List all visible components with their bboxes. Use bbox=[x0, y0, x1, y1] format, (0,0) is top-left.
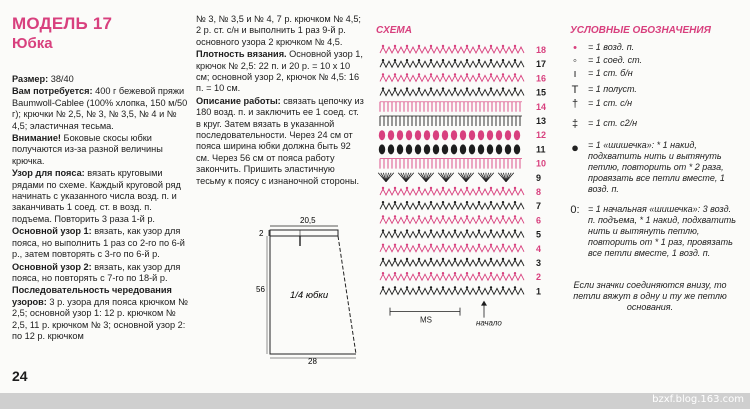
legend-text: = 1 ст. с2/н bbox=[588, 118, 638, 128]
chain-dot bbox=[382, 258, 384, 260]
bobble-stitch bbox=[415, 130, 421, 140]
chain-dot bbox=[478, 73, 480, 75]
legend-symbol: ı bbox=[573, 68, 577, 80]
start-arrowhead bbox=[481, 301, 487, 306]
chain-dot bbox=[454, 45, 456, 47]
chain-zigzag bbox=[380, 189, 524, 195]
chain-dot bbox=[418, 215, 420, 217]
chain-dot bbox=[454, 244, 456, 246]
chain-dot bbox=[442, 286, 444, 288]
chain-dot bbox=[430, 87, 432, 89]
left_col-paragraph bbox=[12, 168, 192, 225]
row-number-label: 12 bbox=[536, 130, 547, 141]
chain-dot bbox=[490, 215, 492, 217]
chain-dot bbox=[502, 87, 504, 89]
chain-dot bbox=[418, 59, 420, 61]
chain-dot bbox=[394, 244, 396, 246]
chain-dot bbox=[454, 87, 456, 89]
chain-dot bbox=[466, 87, 468, 89]
row-number-label: 4 bbox=[536, 243, 542, 254]
chain-dot bbox=[406, 187, 408, 189]
bobble-stitch bbox=[451, 130, 457, 140]
left-column bbox=[12, 74, 192, 342]
bobble-stitch bbox=[415, 144, 421, 154]
chain-dot bbox=[490, 201, 492, 203]
mid_col-paragraph bbox=[196, 96, 364, 187]
chain-dot bbox=[466, 258, 468, 260]
chain-dot bbox=[478, 187, 480, 189]
bobble-stitch bbox=[460, 144, 466, 154]
chain-dot bbox=[394, 187, 396, 189]
chain-dot bbox=[442, 45, 444, 47]
chain-dot bbox=[442, 258, 444, 260]
row-number-label: 14 bbox=[536, 101, 547, 112]
chain-dot bbox=[394, 87, 396, 89]
bobble-stitch bbox=[505, 144, 511, 154]
chain-dot bbox=[430, 272, 432, 274]
chain-dot bbox=[514, 258, 516, 260]
chain-dot bbox=[418, 187, 420, 189]
chain-dot bbox=[490, 187, 492, 189]
chain-dot bbox=[382, 272, 384, 274]
row-number-label: 10 bbox=[536, 158, 547, 169]
chain-dot bbox=[382, 286, 384, 288]
row-number-label: 1 bbox=[536, 286, 542, 297]
chain-dot bbox=[454, 258, 456, 260]
mid_col-label: Плотность вязания. bbox=[196, 49, 287, 60]
legend-text: = 1 ст. с/н bbox=[588, 98, 633, 108]
chain-dot bbox=[430, 244, 432, 246]
chain-dot bbox=[454, 201, 456, 203]
legend-symbol: ● bbox=[571, 140, 579, 155]
chain-dot bbox=[478, 45, 480, 47]
chain-dot bbox=[466, 73, 468, 75]
bobble-stitch bbox=[379, 144, 385, 154]
left_col-label: Вам потребуется: bbox=[12, 86, 93, 97]
left_col-label: Основной узор 2: bbox=[12, 261, 92, 272]
chain-zigzag bbox=[380, 90, 524, 96]
chain-dot bbox=[454, 73, 456, 75]
chain-dot bbox=[430, 258, 432, 260]
chain-dot bbox=[502, 201, 504, 203]
chain-dot bbox=[502, 229, 504, 231]
bobble-stitch bbox=[379, 130, 385, 140]
chain-dot bbox=[382, 59, 384, 61]
left_col-text: 38/40 bbox=[48, 74, 74, 84]
chain-dot bbox=[514, 187, 516, 189]
bobble-stitch bbox=[451, 144, 457, 154]
chain-dot bbox=[514, 286, 516, 288]
left_col-text: вязать, как узор для пояса, но выполнить 1 раз со 2-го по 6-й р., затем повторять с 3-го по 6-й р. bbox=[12, 226, 185, 260]
chain-dot bbox=[454, 215, 456, 217]
bobble-stitch bbox=[433, 130, 439, 140]
chain-dot bbox=[430, 45, 432, 47]
chain-dot bbox=[478, 244, 480, 246]
chain-dot bbox=[406, 201, 408, 203]
chain-dot bbox=[514, 272, 516, 274]
chain-dot bbox=[442, 201, 444, 203]
row-number-label: 13 bbox=[536, 116, 547, 126]
chain-dot bbox=[418, 258, 420, 260]
chain-dot bbox=[394, 201, 396, 203]
chain-dot bbox=[406, 286, 408, 288]
bobble-stitch bbox=[406, 144, 412, 154]
left_col-text: вязать круговыми рядами по схеме. Каждый круговой ряд начинать с указанного числа возд. п. и заканчивать 1 соед. ст. в возд. п. подъема. Повторить 3 раза 1-й р. bbox=[12, 168, 181, 224]
chain-dot bbox=[466, 272, 468, 274]
middle-column bbox=[196, 14, 364, 187]
left_col-text: 3 р. узора для пояса крючком № 2,5; основной узор 1: 12 р. крючком № 2,5, 11 р. крючком № 3; основной узор 2: по 12 р. крючком bbox=[12, 296, 189, 341]
chain-dot bbox=[418, 272, 420, 274]
left_col-paragraph bbox=[12, 86, 192, 132]
row-number-label: 11 bbox=[536, 144, 546, 155]
chain-dot bbox=[478, 286, 480, 288]
chain-dot bbox=[466, 201, 468, 203]
left_col-paragraph bbox=[12, 133, 192, 167]
bobble-stitch bbox=[469, 144, 475, 154]
chain-dot bbox=[406, 59, 408, 61]
chain-dot bbox=[502, 187, 504, 189]
chain-dot bbox=[478, 215, 480, 217]
chain-dot bbox=[442, 73, 444, 75]
chain-dot bbox=[478, 258, 480, 260]
chain-dot bbox=[442, 229, 444, 231]
legend-text: = 1 «шишечка»: * 1 накид, подхватить нить и вытянуть петлю, повторить от * 2 раза, провязать все петли вместе, 1 возд. п. bbox=[588, 140, 725, 194]
chain-zigzag bbox=[380, 246, 524, 252]
start-label: начало bbox=[476, 318, 502, 328]
chain-dot bbox=[514, 229, 516, 231]
mid_col-text: связать цепочку из 180 возд. п. и заключить ее 1 соед. ст. в круг. Затем вязать в указанной последовательности. Через 24 см от пояса ширина юбки должна быть 92 см. Через 56 см от пояса работу закончить. Пришить эластичную тесьму к поясу с изнаночной стороны. bbox=[196, 95, 364, 186]
model-title: МОДЕЛЬ 17 bbox=[12, 14, 113, 33]
page-number: 24 bbox=[12, 368, 28, 384]
legend-text: = 1 полуст. bbox=[588, 84, 637, 94]
chain-dot bbox=[430, 286, 432, 288]
left_col-label: Узор для пояса: bbox=[12, 168, 85, 179]
chain-dot bbox=[442, 87, 444, 89]
chain-dot bbox=[430, 201, 432, 203]
left_col-text: Боковые скосы юбки получаются из-за разной величины крючка. bbox=[12, 133, 163, 166]
bobble-stitch bbox=[487, 144, 493, 154]
chain-zigzag bbox=[380, 217, 524, 223]
chain-dot bbox=[382, 215, 384, 217]
legend-symbol: • bbox=[573, 42, 577, 54]
mid_col-paragraph bbox=[196, 14, 364, 48]
row-number-label: 9 bbox=[536, 172, 542, 183]
bobble-stitch bbox=[424, 144, 430, 154]
left_col-paragraph bbox=[12, 226, 192, 260]
chain-dot bbox=[466, 215, 468, 217]
chain-dot bbox=[418, 73, 420, 75]
bobble-stitch bbox=[442, 144, 448, 154]
left_col-label: Основной узор 1: bbox=[12, 226, 92, 237]
model-name: Юбка bbox=[12, 35, 53, 52]
chain-dot bbox=[454, 229, 456, 231]
chain-dot bbox=[382, 229, 384, 231]
chain-dot bbox=[466, 59, 468, 61]
chain-dot bbox=[442, 272, 444, 274]
chain-dot bbox=[394, 258, 396, 260]
bobble-stitch bbox=[478, 144, 484, 154]
chain-dot bbox=[442, 244, 444, 246]
legend-title: УСЛОВНЫЕ ОБОЗНАЧЕНИЯ bbox=[570, 25, 711, 36]
chain-dot bbox=[490, 45, 492, 47]
legend-symbol: † bbox=[571, 98, 579, 110]
legend-text: = 1 возд. п. bbox=[588, 42, 635, 52]
chain-dot bbox=[502, 73, 504, 75]
row-number-label: 8 bbox=[536, 187, 542, 197]
chain-dot bbox=[478, 229, 480, 231]
legend-symbol: ‡ bbox=[571, 118, 579, 130]
chain-dot bbox=[490, 244, 492, 246]
chain-dot bbox=[502, 286, 504, 288]
watermark-text: bzxf.blog.163.com bbox=[652, 394, 744, 405]
chain-zigzag bbox=[380, 47, 524, 53]
chain-dot bbox=[454, 187, 456, 189]
mid_col-text: № 3, № 3,5 и № 4, 7 р. крючком № 4,5; 2 р. ст. с/н и выполнить 1 раз 9-й р. основного узора 2 крючком № 4,5. bbox=[196, 14, 361, 47]
chain-dot bbox=[394, 286, 396, 288]
chain-dot bbox=[466, 229, 468, 231]
chain-dot bbox=[406, 73, 408, 75]
chain-dot bbox=[406, 229, 408, 231]
chain-zigzag bbox=[380, 288, 524, 294]
mid_col-label: Описание работы: bbox=[196, 95, 281, 106]
chain-dot bbox=[490, 272, 492, 274]
chain-dot bbox=[478, 87, 480, 89]
chain-zigzag bbox=[380, 260, 524, 266]
crochet-chart bbox=[372, 38, 552, 328]
bobble-stitch bbox=[496, 144, 502, 154]
bobble-stitch bbox=[397, 144, 403, 154]
bobble-stitch bbox=[496, 130, 502, 140]
chain-dot bbox=[382, 45, 384, 47]
chain-dot bbox=[418, 286, 420, 288]
row-number-label: 16 bbox=[536, 73, 547, 84]
chain-dot bbox=[406, 87, 408, 89]
bobble-stitch bbox=[487, 130, 493, 140]
left_col-label: Последовательность чередования узоров: bbox=[12, 285, 172, 307]
chain-dot bbox=[430, 229, 432, 231]
bobble-stitch bbox=[397, 130, 403, 140]
chain-dot bbox=[490, 229, 492, 231]
bobble-stitch bbox=[406, 130, 412, 140]
chain-dot bbox=[490, 73, 492, 75]
chain-dot bbox=[406, 258, 408, 260]
row-number-label: 6 bbox=[536, 215, 542, 226]
bobble-stitch bbox=[424, 130, 430, 140]
chain-dot bbox=[490, 286, 492, 288]
row-number-label: 7 bbox=[536, 201, 542, 212]
left_col-paragraph bbox=[12, 74, 192, 85]
chain-dot bbox=[418, 244, 420, 246]
chain-dot bbox=[490, 87, 492, 89]
chain-dot bbox=[514, 201, 516, 203]
legend-text: = 1 ст. б/н bbox=[588, 68, 633, 78]
chain-dot bbox=[394, 59, 396, 61]
chain-dot bbox=[478, 59, 480, 61]
chain-dot bbox=[382, 201, 384, 203]
pattern-caption: 1/4 юбки bbox=[290, 290, 329, 301]
legend-text: = 1 начальная «шишечка»: 3 возд. п. подъема, * 1 накид, подхватить нить и вытянуть петлю, повторить от * 1 раз, провязать все петли вместе, 1 возд. п. bbox=[588, 204, 736, 258]
chain-dot bbox=[442, 215, 444, 217]
row-number-label: 2 bbox=[536, 272, 542, 283]
chain-dot bbox=[490, 59, 492, 61]
bobble-stitch bbox=[388, 130, 394, 140]
repeat-label: MS bbox=[420, 315, 432, 325]
chain-dot bbox=[442, 187, 444, 189]
row-number-label: 18 bbox=[536, 45, 547, 55]
mid_col-paragraph bbox=[196, 49, 364, 95]
chain-dot bbox=[454, 59, 456, 61]
chain-dot bbox=[466, 286, 468, 288]
chain-dot bbox=[382, 244, 384, 246]
chain-dot bbox=[406, 244, 408, 246]
bobble-stitch bbox=[514, 130, 520, 140]
left_col-paragraph bbox=[12, 285, 192, 342]
legend-symbol: ◦ bbox=[573, 55, 577, 67]
chain-dot bbox=[502, 272, 504, 274]
mid_col-text: Основной узор 1, крючок № 2,5: 22 п. и 20 р. = 10 х 10 см; основной узор 2, крючок № 4,5: 16 п. = 10 см. bbox=[196, 49, 363, 94]
footer-bar bbox=[0, 393, 750, 409]
bobble-stitch bbox=[388, 144, 394, 154]
left_col-label: Размер: bbox=[12, 74, 49, 84]
chain-dot bbox=[430, 73, 432, 75]
chain-zigzag bbox=[380, 75, 524, 81]
chain-dot bbox=[394, 215, 396, 217]
chain-zigzag bbox=[380, 232, 524, 238]
legend-symbol: T bbox=[571, 84, 579, 96]
chain-dot bbox=[418, 201, 420, 203]
chain-dot bbox=[514, 215, 516, 217]
chain-dot bbox=[382, 87, 384, 89]
row-number-label: 17 bbox=[536, 59, 547, 70]
pattern-side-mark: 2 bbox=[259, 229, 264, 238]
chain-dot bbox=[502, 45, 504, 47]
chain-dot bbox=[502, 244, 504, 246]
chain-dot bbox=[502, 258, 504, 260]
chain-dot bbox=[418, 87, 420, 89]
row-number-label: 15 bbox=[536, 87, 547, 98]
chain-dot bbox=[490, 258, 492, 260]
chain-dot bbox=[382, 73, 384, 75]
chain-dot bbox=[418, 229, 420, 231]
bobble-stitch bbox=[469, 130, 475, 140]
chain-dot bbox=[406, 215, 408, 217]
bobble-stitch bbox=[460, 130, 466, 140]
left_col-label: Внимание! bbox=[12, 133, 61, 144]
chain-dot bbox=[514, 45, 516, 47]
bobble-stitch bbox=[442, 130, 448, 140]
skirt-pattern-diagram bbox=[250, 214, 368, 364]
legend-symbol: 0: bbox=[570, 204, 580, 216]
bobble-stitch bbox=[514, 144, 520, 154]
left_col-text: вязать, как узор для пояса, но повторять с 7-го по 18-й р. bbox=[12, 261, 181, 283]
chain-dot bbox=[382, 187, 384, 189]
chain-dot bbox=[430, 215, 432, 217]
bobble-stitch bbox=[478, 130, 484, 140]
chain-dot bbox=[430, 187, 432, 189]
chain-zigzag bbox=[380, 61, 524, 67]
chain-dot bbox=[418, 45, 420, 47]
chain-dot bbox=[514, 59, 516, 61]
chain-dot bbox=[514, 244, 516, 246]
left_col-text: 400 г бежевой пряжи Baumwoll-Cablee (100% хлопка, 150 м/50 г); крючки № 2,5, № 3, № 3,5, № 4 и № 4,5; эластичная тесьма. bbox=[12, 86, 188, 131]
chain-dot bbox=[394, 229, 396, 231]
chain-dot bbox=[478, 272, 480, 274]
row-number-label: 5 bbox=[536, 229, 542, 240]
chain-zigzag bbox=[380, 203, 524, 209]
chain-dot bbox=[478, 201, 480, 203]
chain-zigzag bbox=[380, 274, 524, 280]
chain-dot bbox=[430, 59, 432, 61]
chain-dot bbox=[502, 215, 504, 217]
chain-dot bbox=[454, 286, 456, 288]
legend-note: Если значки соединяются внизу, то петли вяжут в одну и ту же петлю основания. bbox=[573, 280, 727, 312]
pattern-top-width: 20,5 bbox=[300, 216, 316, 225]
chain-dot bbox=[394, 272, 396, 274]
schema-title: СХЕМА bbox=[376, 25, 412, 36]
row-number-label: 3 bbox=[536, 258, 542, 268]
chain-dot bbox=[502, 59, 504, 61]
chain-dot bbox=[406, 272, 408, 274]
chain-dot bbox=[442, 59, 444, 61]
chain-dot bbox=[514, 73, 516, 75]
pattern-height: 56 bbox=[256, 285, 265, 294]
chain-dot bbox=[454, 272, 456, 274]
pattern-bottom-width: 28 bbox=[308, 357, 317, 364]
chain-dot bbox=[514, 87, 516, 89]
chain-dot bbox=[466, 244, 468, 246]
chain-dot bbox=[394, 73, 396, 75]
bobble-stitch bbox=[433, 144, 439, 154]
chain-dot bbox=[406, 45, 408, 47]
bobble-stitch bbox=[505, 130, 511, 140]
left_col-paragraph bbox=[12, 262, 192, 285]
chain-dot bbox=[466, 45, 468, 47]
chain-dot bbox=[394, 45, 396, 47]
legend-text: = 1 соед. ст. bbox=[588, 55, 643, 65]
chain-dot bbox=[466, 187, 468, 189]
